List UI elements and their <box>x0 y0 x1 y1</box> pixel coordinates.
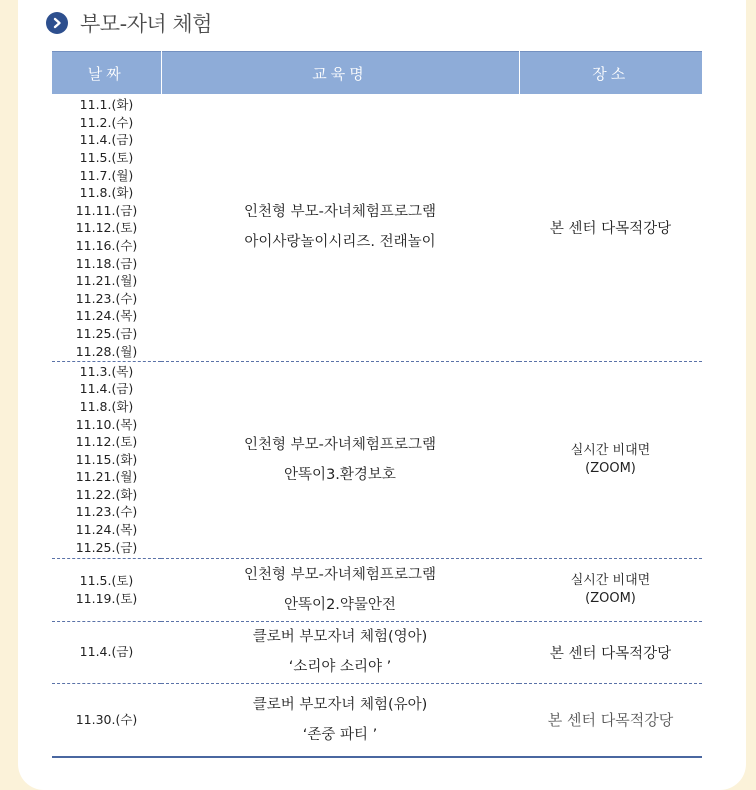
program-line: 클로버 부모자녀 체험(영아) <box>252 629 428 645</box>
date-item: 11.4.(금) <box>79 381 134 397</box>
program-cell <box>161 558 519 621</box>
date-item: 11.15.(화) <box>75 451 138 467</box>
date-item: 11.28.(월) <box>75 343 138 359</box>
place-line: 실시간 비대면 <box>570 442 651 458</box>
program-cell <box>161 94 519 361</box>
section-heading <box>46 9 212 37</box>
date-item: 11.24.(목) <box>75 522 138 538</box>
date-item: 11.22.(화) <box>75 486 138 502</box>
program-line: 인천형 부모-자녀체험프로그램 <box>244 566 436 583</box>
date-cell <box>52 94 161 361</box>
date-item: 11.5.(토) <box>79 572 134 588</box>
date-item: 11.12.(토) <box>75 434 138 450</box>
place-cell <box>519 621 702 683</box>
program-line: 안똑이2.약물안전 <box>284 596 396 613</box>
date-item: 11.4.(금) <box>79 644 134 660</box>
date-cell <box>52 621 161 683</box>
date-item: 11.23.(수) <box>75 504 138 520</box>
date-cell <box>52 558 161 621</box>
program-line: 클로버 부모자녀 체험(유아) <box>252 696 428 713</box>
schedule-table <box>52 51 702 758</box>
date-item: 11.4.(금) <box>79 132 134 148</box>
date-item: 11.18.(금) <box>75 255 138 271</box>
program-line: 인천형 부모-자녀체험프로그램 <box>244 436 436 453</box>
date-item: 11.2.(수) <box>79 114 134 130</box>
date-cell <box>52 361 161 558</box>
date-item: 11.12.(토) <box>75 220 138 236</box>
place-line: (ZOOM) <box>585 590 636 606</box>
place-line: 본 센터 다목적강당 <box>547 711 674 730</box>
place-column-header: 장소 <box>519 52 702 95</box>
program-line: 안똑이3.환경보호 <box>284 466 396 483</box>
date-item: 11.10.(목) <box>75 416 138 432</box>
place-cell <box>519 683 702 757</box>
table-row <box>52 621 702 683</box>
date-item: 11.25.(금) <box>75 326 138 342</box>
date-item: 11.21.(월) <box>75 469 138 485</box>
chevron-right-icon <box>46 12 68 34</box>
table-row <box>52 683 702 757</box>
date-item: 11.7.(월) <box>79 167 134 183</box>
table-row <box>52 558 702 621</box>
program-line: ‘존중 파티 ’ <box>302 726 378 743</box>
date-column-header: 날짜 <box>52 52 161 95</box>
date-item: 11.19.(토) <box>75 590 138 606</box>
program-line: 인천형 부모-자녀체험프로그램 <box>244 204 436 221</box>
header-row <box>52 52 702 95</box>
date-item: 11.16.(수) <box>75 238 138 254</box>
date-item: 11.1.(화) <box>79 97 134 113</box>
program-cell <box>161 621 519 683</box>
date-item: 11.3.(목) <box>79 363 134 379</box>
date-item: 11.25.(금) <box>75 539 138 555</box>
program-line: ‘소리야 소리야 ’ <box>288 659 392 675</box>
date-item: 11.5.(토) <box>79 150 134 166</box>
place-line: 본 센터 다목적강당 <box>549 220 672 237</box>
table-row <box>52 94 702 361</box>
date-item: 11.24.(목) <box>75 308 138 324</box>
place-line: 본 센터 다목적강당 <box>549 645 672 662</box>
date-item: 11.8.(화) <box>79 185 134 201</box>
date-cell <box>52 683 161 757</box>
table-row <box>52 361 702 558</box>
section-title: 부모-자녀 체험 <box>80 12 212 36</box>
program-cell <box>161 683 519 757</box>
place-cell <box>519 94 702 361</box>
date-item: 11.30.(수) <box>75 711 138 727</box>
program-line: 아이사랑놀이시리즈. 전래놀이 <box>244 234 436 251</box>
program-cell <box>161 361 519 558</box>
date-item: 11.21.(월) <box>75 273 138 289</box>
date-item: 11.11.(금) <box>75 202 138 218</box>
program-column-header: 교육명 <box>161 52 519 95</box>
place-line: 실시간 비대면 <box>570 572 651 588</box>
place-cell <box>519 361 702 558</box>
date-item: 11.23.(수) <box>75 290 138 306</box>
place-line: (ZOOM) <box>585 460 636 476</box>
place-cell <box>519 558 702 621</box>
date-item: 11.8.(화) <box>79 398 134 414</box>
